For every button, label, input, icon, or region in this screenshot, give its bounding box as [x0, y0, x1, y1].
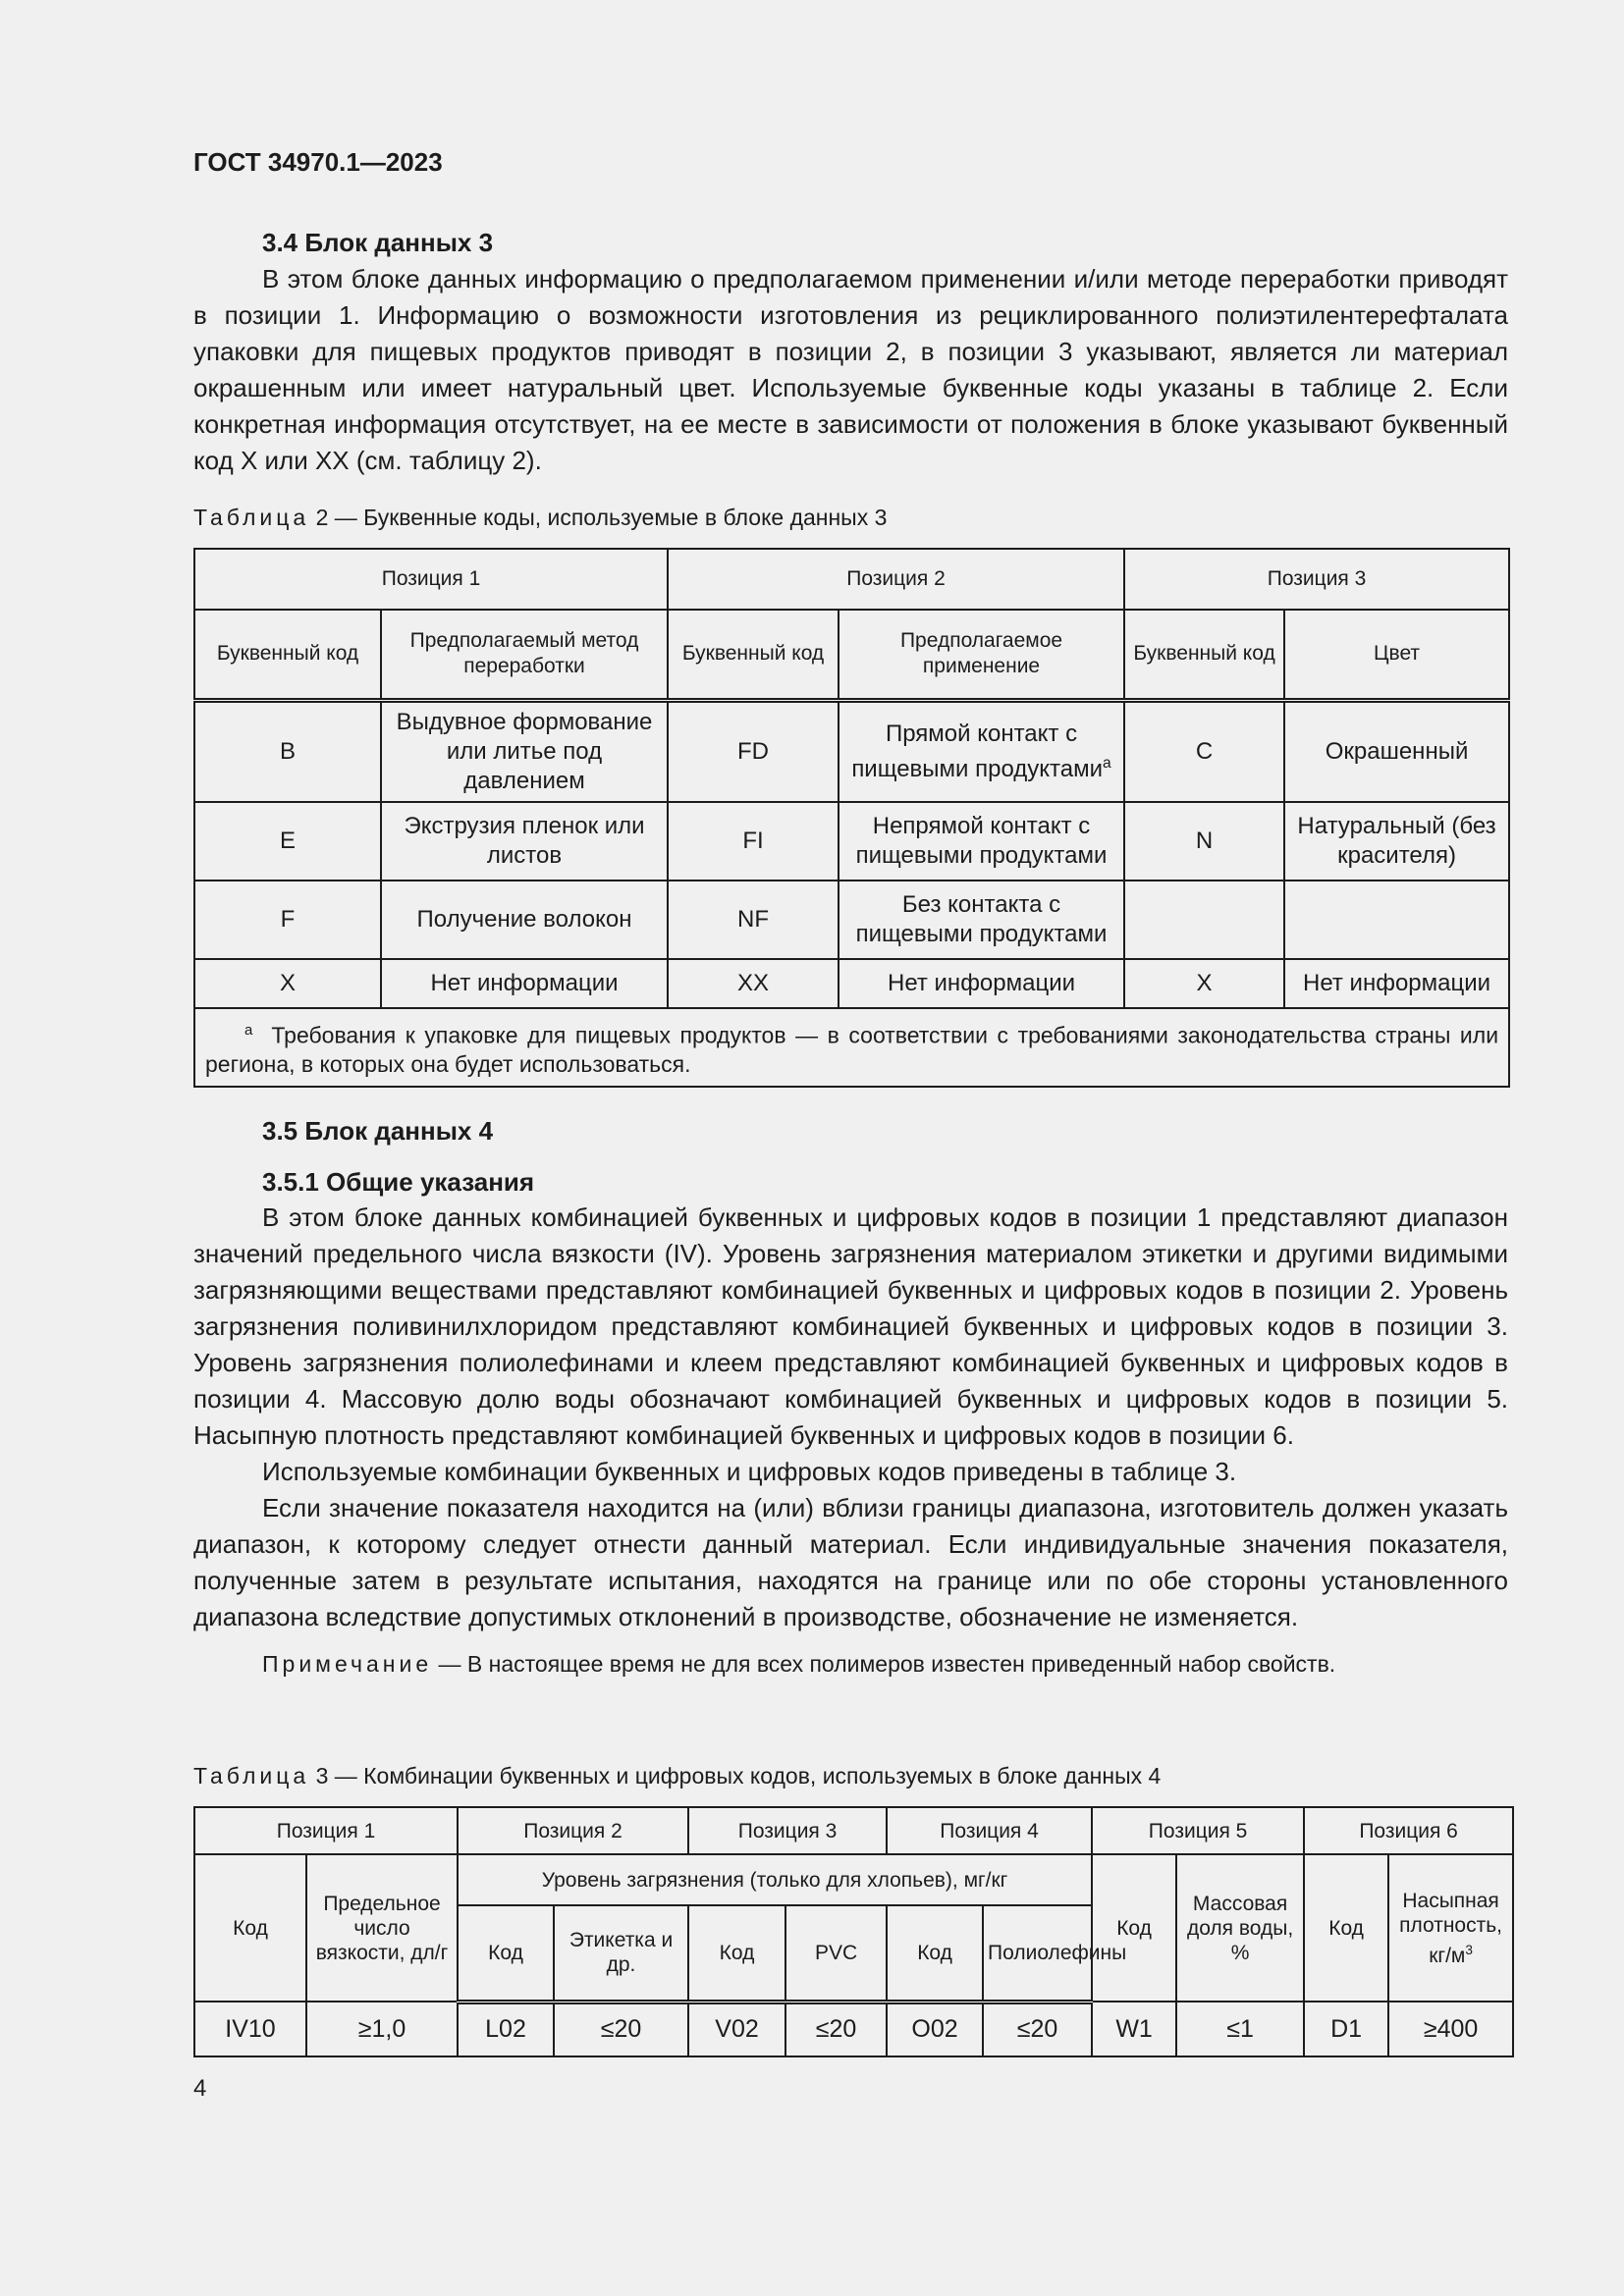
- table3-header-row: [194, 1854, 1513, 1905]
- table-cell: [1124, 881, 1284, 959]
- table2: [193, 548, 1510, 1088]
- table-cell: Без контакта с пищевыми продуктами: [839, 881, 1124, 959]
- table3-header: Код: [688, 1905, 785, 2002]
- table2-position-3: Позиция 3: [1124, 549, 1509, 610]
- table-cell: W1: [1092, 2002, 1176, 2056]
- table3-header: Предельное число вязкости, дл/г: [306, 1854, 458, 2002]
- table-cell: Выдувное формование или литье под давлением: [381, 700, 668, 802]
- table-cell: ≤1: [1176, 2002, 1304, 2056]
- table2-caption: [193, 503, 887, 532]
- table-cell: [839, 700, 1124, 802]
- table2-caption-text: 2 — Буквенные коды, используемые в блоке данных 3: [315, 505, 888, 530]
- table-cell: C: [1124, 700, 1284, 802]
- note-label: Примечание: [262, 1651, 433, 1677]
- table3-header: Код: [887, 1905, 983, 2002]
- header-text: Насыпная плотность, кг/м: [1399, 1889, 1503, 1967]
- table-cell: [1284, 881, 1509, 959]
- table3-header: Код: [1304, 1854, 1388, 2002]
- table3-position-1: Позиция 1: [194, 1807, 458, 1854]
- table-cell: O02: [887, 2002, 983, 2056]
- table2-position-1: Позиция 1: [194, 549, 668, 610]
- footnote-text: Требования к упаковке для пищевых продуктов — в соответствии с требованиями законодательства страны или региона, в которых она будет использоваться.: [205, 1022, 1499, 1078]
- table-cell: ≥400: [1388, 2002, 1513, 2056]
- section-3-4: [193, 228, 1508, 479]
- table3-position-row: [194, 1807, 1513, 1854]
- table3-header: Код: [1092, 1854, 1176, 2002]
- table-cell: Непрямой контакт с пищевыми продуктами: [839, 802, 1124, 881]
- note-text: — В настоящее время не для всех полимеров известен приведенный набор свойств.: [438, 1651, 1336, 1677]
- table3-position-2: Позиция 2: [458, 1807, 688, 1854]
- table2-footnote-row: [194, 1008, 1509, 1087]
- table2-caption-label: Таблица: [193, 505, 310, 530]
- table3-header: Полиолефины: [983, 1905, 1092, 2002]
- table2-footnote: [194, 1008, 1509, 1087]
- table-cell: F: [194, 881, 381, 959]
- table-cell: X: [194, 959, 381, 1008]
- table2-subheader: Буквенный код: [1124, 610, 1284, 700]
- table3-header: [1388, 1854, 1513, 2002]
- table3-header: PVC: [785, 1905, 887, 2002]
- page-number: 4: [193, 2075, 207, 2102]
- table2-subheader-row: [194, 610, 1509, 700]
- table-row: [194, 2002, 1513, 2056]
- table-cell: ≥1,0: [306, 2002, 458, 2056]
- table-cell: FI: [668, 802, 839, 881]
- table-cell: Получение волокон: [381, 881, 668, 959]
- table-cell: Нет информации: [839, 959, 1124, 1008]
- table-cell: XX: [668, 959, 839, 1008]
- table-cell: Окрашенный: [1284, 700, 1509, 802]
- table3: [193, 1806, 1514, 2057]
- table-row: [194, 802, 1509, 881]
- section-3-5-title: 3.5 Блок данных 4: [262, 1116, 494, 1146]
- section-3-5: [193, 1115, 1508, 1679]
- table-row: [194, 881, 1509, 959]
- section-3-5-paragraph: Если значение показателя находится на (или) вблизи границы диапазона, изготовитель должен указать диапазон, к которому следует отнести данный материал. Если индивидуальные значения показателя, полученные затем в результате испытания, находятся на границе или по обе стороны установленного диапазона вследствие допустимых отклонений в производстве, обозначение не изменяется.: [193, 1493, 1508, 1631]
- table2-subheader: Буквенный код: [194, 610, 381, 700]
- footnote-marker: a: [244, 1021, 253, 1039]
- table3-header: Код: [194, 1854, 306, 2002]
- table3-position-4: Позиция 4: [887, 1807, 1092, 1854]
- table-row: [194, 700, 1509, 802]
- table2-subheader: Предполагаемое применение: [839, 610, 1124, 700]
- table3-caption-label: Таблица: [193, 1763, 310, 1789]
- table2-position-2: Позиция 2: [668, 549, 1124, 610]
- section-3-5-paragraph: Используемые комбинации буквенных и цифровых кодов приведены в таблице 3.: [262, 1457, 1237, 1486]
- table3-caption-text: 3 — Комбинации буквенных и цифровых кодов, используемых в блоке данных 4: [315, 1763, 1162, 1789]
- table3-position-3: Позиция 3: [688, 1807, 887, 1854]
- table-cell: N: [1124, 802, 1284, 881]
- table-cell: Нет информации: [1284, 959, 1509, 1008]
- document-id: ГОСТ 34970.1—2023: [193, 147, 443, 177]
- table-cell: B: [194, 700, 381, 802]
- table2-subheader: Предполагаемый метод переработки: [381, 610, 668, 700]
- table-cell: FD: [668, 700, 839, 802]
- table-cell: V02: [688, 2002, 785, 2056]
- cell-text: Прямой контакт с пищевыми продуктами: [851, 720, 1104, 782]
- table3-contamination-header: Уровень загрязнения (только для хлопьев), мг/кг: [458, 1854, 1092, 1905]
- table-cell: D1: [1304, 2002, 1388, 2056]
- table-cell: Экструзия пленок или листов: [381, 802, 668, 881]
- section-3-4-title: 3.4 Блок данных 3: [262, 228, 494, 257]
- table-cell: X: [1124, 959, 1284, 1008]
- table-cell: IV10: [194, 2002, 306, 2056]
- table-cell: ≤20: [785, 2002, 887, 2056]
- table-cell: Нет информации: [381, 959, 668, 1008]
- table2-subheader: Буквенный код: [668, 610, 839, 700]
- table2-subheader: Цвет: [1284, 610, 1509, 700]
- section-3-5-1-title: 3.5.1 Общие указания: [262, 1167, 535, 1197]
- superscript: 3: [1465, 1942, 1473, 1957]
- table3-caption: [193, 1761, 1161, 1790]
- table-cell: Натуральный (без красителя): [1284, 802, 1509, 881]
- table-cell: ≤20: [554, 2002, 688, 2056]
- note: [193, 1649, 1508, 1679]
- table-cell: NF: [668, 881, 839, 959]
- table3-position-6: Позиция 6: [1304, 1807, 1513, 1854]
- table2-position-row: [194, 549, 1509, 610]
- table3-header: Этикетка и др.: [554, 1905, 688, 2002]
- section-3-5-paragraph: В этом блоке данных комбинацией буквенных и цифровых кодов в позиции 1 представляют диапазон значений предельного числа вязкости (IV). Уровень загрязнения материалом этикетки и другими видимыми загрязняющими веществами представляют комбинацией буквенных и цифровых кодов в позиции 2. Уровень загрязнения поливинилхлоридом представляют комбинацией буквенных и цифровых кодов в позиции 3. Уровень загрязнения полиолефинами и клеем представляют комбинацией буквенных и цифровых кодов в позиции 4. Массовую долю воды обозначают комбинацией буквенных и цифровых кодов в позиции 5. Насыпную плотность представляют комбинацией буквенных и цифровых кодов в позиции 6.: [193, 1202, 1508, 1450]
- table3-header: Код: [458, 1905, 554, 2002]
- footnote-marker: a: [1103, 754, 1111, 772]
- table3-position-5: Позиция 5: [1092, 1807, 1304, 1854]
- table-cell: E: [194, 802, 381, 881]
- table-cell: L02: [458, 2002, 554, 2056]
- table-cell: ≤20: [983, 2002, 1092, 2056]
- table-row: [194, 959, 1509, 1008]
- table3-header: Массовая доля воды, %: [1176, 1854, 1304, 2002]
- section-3-4-paragraph: В этом блоке данных информацию о предполагаемом применении и/или методе переработки приводят в позиции 1. Информацию о возможности изготовления из рециклированного полиэтилентерефталата упаковки для пищевых продуктов приводят в позиции 2, в позиции 3 указывают, является ли материал окрашенным или имеет натуральный цвет. Используемые буквенные коды указаны в таблице 2. Если конкретная информация отсутствует, на ее месте в зависимости от положения в блоке указывают буквенный код X или XX (см. таблицу 2).: [193, 264, 1508, 475]
